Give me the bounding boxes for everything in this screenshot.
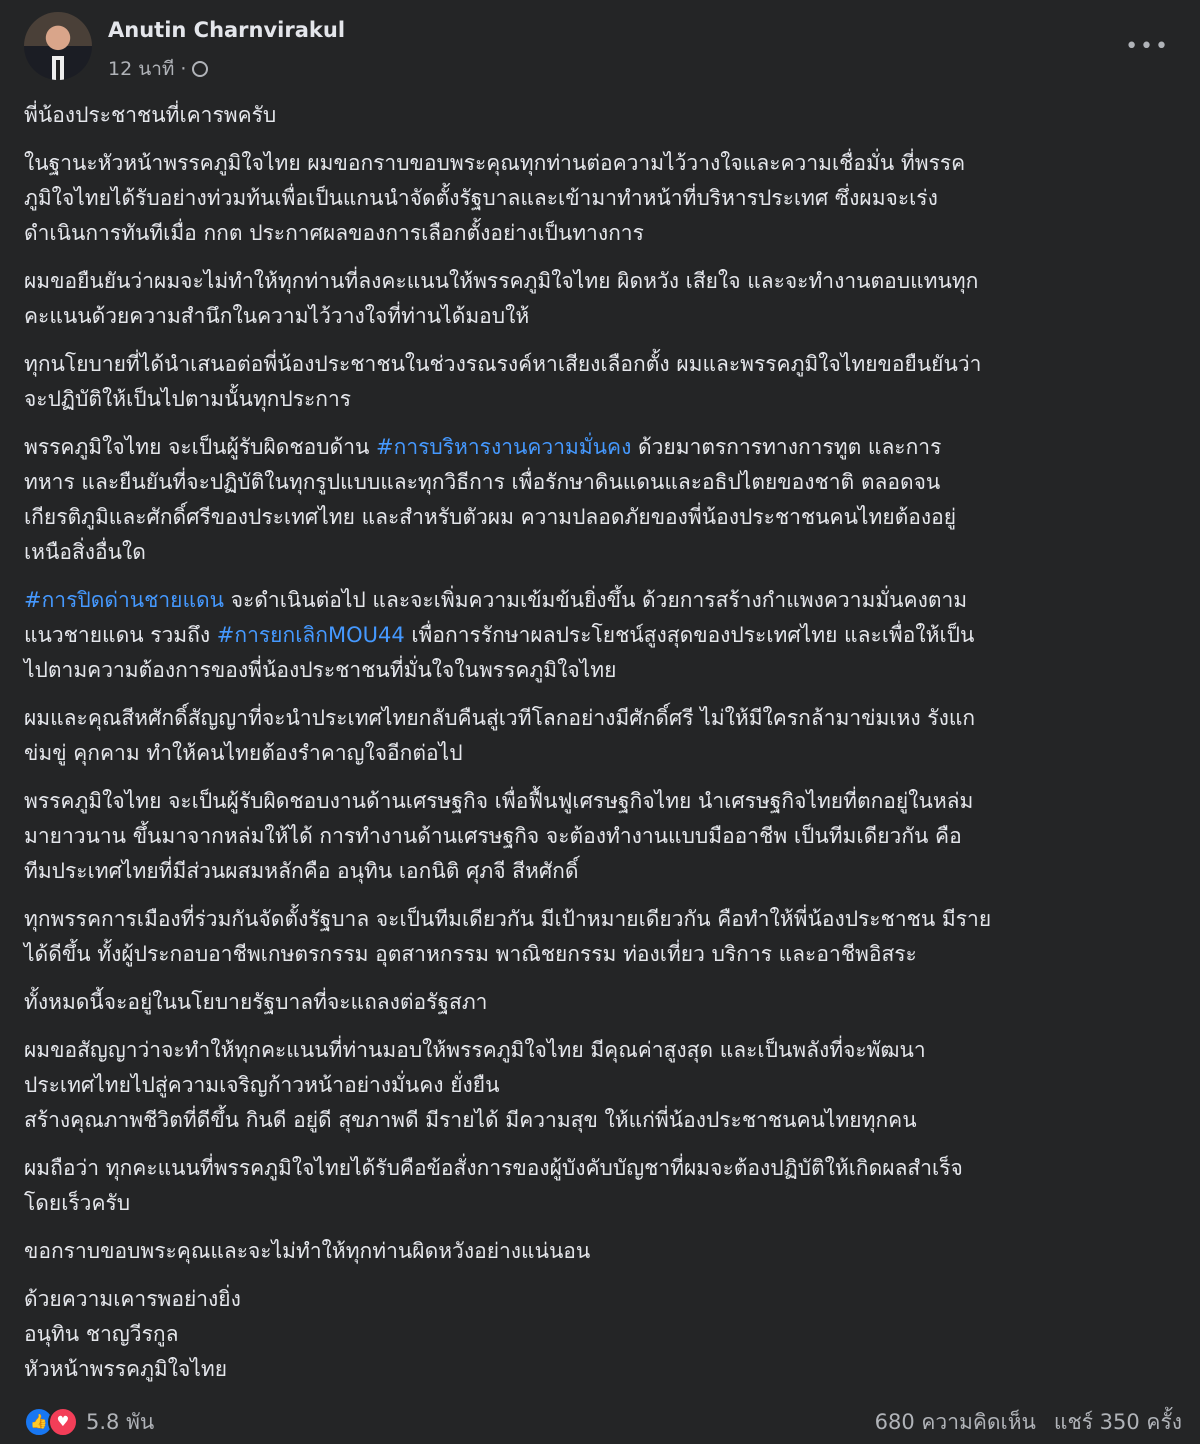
text-line — [24, 216, 1184, 251]
post-paragraph — [24, 985, 1184, 1020]
text-segment: โดยเร็วครับ — [24, 1191, 131, 1215]
text-line — [24, 1282, 1184, 1317]
post-paragraph — [24, 583, 1184, 688]
post-paragraph — [24, 264, 1184, 334]
text-line — [24, 653, 1184, 688]
text-segment: แนวชายแดน รวมถึง — [24, 623, 217, 647]
text-line — [24, 500, 1184, 535]
globe-icon — [192, 61, 208, 77]
text-segment: พรรคภูมิใจไทย จะเป็นผู้รับผิดชอบงานด้านเศรษฐกิจ เพื่อฟื้นฟูเศรษฐกิจไทย นำเศรษฐกิจไทยที่ตกอยู่ในหล่ม — [24, 789, 974, 813]
text-segment: ในฐานะหัวหน้าพรรคภูมิใจไทย ผมขอกราบขอบพระคุณทุกท่านต่อความไว้วางใจและความเชื่อมั่น ที่พรรค — [24, 151, 966, 175]
text-line — [24, 1103, 1184, 1138]
text-segment: จะปฏิบัติให้เป็นไปตามนั้นทุกประการ — [24, 387, 352, 411]
text-line — [24, 784, 1184, 819]
thumbs-up-icon: 👍 — [24, 1407, 54, 1437]
text-line — [24, 465, 1184, 500]
text-line — [24, 1068, 1184, 1103]
text-segment: ไปตามความต้องการของพี่น้องประชาชนที่มั่นใจในพรรคภูมิใจไทย — [24, 658, 617, 682]
post-paragraph — [24, 784, 1184, 889]
reactions-summary[interactable] — [24, 1406, 154, 1439]
text-line — [24, 902, 1184, 937]
comment-count[interactable]: 680 ความคิดเห็น — [874, 1409, 1036, 1434]
text-line — [24, 1151, 1184, 1186]
text-line — [24, 535, 1184, 570]
post-body — [24, 98, 1184, 1400]
text-segment: ผมขอยืนยันว่าผมจะไม่ทำให้ทุกท่านที่ลงคะแนนให้พรรคภูมิใจไทย ผิดหวัง เสียใจ และจะทำงานตอบแทนทุก — [24, 269, 979, 293]
post-paragraph — [24, 701, 1184, 771]
hashtag-link[interactable]: #การปิดด่านชายแดน — [24, 588, 225, 612]
text-segment: พรรคภูมิใจไทย จะเป็นผู้รับผิดชอบด้าน — [24, 435, 377, 459]
text-segment: ด้วยความเคารพอย่างยิ่ง — [24, 1287, 241, 1311]
text-segment: เพื่อการรักษาผลประโยชน์สูงสุดของประเทศไทย และเพื่อให้เป็น — [404, 623, 975, 647]
post-footer — [24, 1404, 1182, 1440]
text-line — [24, 1033, 1184, 1068]
text-segment: ทีมประเทศไทยที่มีส่วนผสมหลักคือ อนุทิน เอกนิติ ศุภจี สีหศักดิ์ — [24, 859, 579, 883]
text-line — [24, 98, 1184, 133]
text-segment: ด้วยมาตรการทางการทูต และการ — [631, 435, 942, 459]
text-line — [24, 264, 1184, 299]
text-line — [24, 701, 1184, 736]
text-line — [24, 1186, 1184, 1221]
text-segment: ทุกพรรคการเมืองที่ร่วมกันจัดตั้งรัฐบาล จะเป็นทีมเดียวกัน มีเป้าหมายเดียวกัน คือทำให้พี่น้องประชาชน มีราย — [24, 907, 992, 931]
text-line — [24, 382, 1184, 417]
text-segment: คะแนนด้วยความสำนึกในความไว้วางใจที่ท่านได้มอบให้ — [24, 304, 530, 328]
post-paragraph — [24, 347, 1184, 417]
post-paragraph — [24, 902, 1184, 972]
post-header — [24, 12, 1184, 84]
text-segment: เกียรติภูมิและศักดิ์ศรีของประเทศไทย และสำหรับตัวผม ความปลอดภัยของพี่น้องประชาชนคนไทยต้องอยู่ — [24, 505, 957, 529]
text-segment: ดำเนินการทันทีเมื่อ กกต ประกาศผลของการเลือกตั้งอย่างเป็นทางการ — [24, 221, 644, 245]
text-line — [24, 1352, 1184, 1387]
text-segment: ทั้งหมดนี้จะอยู่ในนโยบายรัฐบาลที่จะแถลงต่อรัฐสภา — [24, 990, 488, 1014]
text-line — [24, 347, 1184, 382]
text-segment: ผมถือว่า ทุกคะแนนที่พรรคภูมิใจไทยได้รับคือข้อสั่งการของผู้บังคับบัญชาที่ผมจะต้องปฏิบัติให้เกิดผลสำเร็จ — [24, 1156, 963, 1180]
hashtag-link[interactable]: #การบริหารงานความมั่นคง — [376, 435, 632, 459]
avatar[interactable] — [24, 12, 92, 80]
text-segment: จะดำเนินต่อไป และจะเพิ่มความเข้มข้นยิ่งขึ้น ด้วยการสร้างกำแพงความมั่นคงตาม — [224, 588, 968, 612]
post-paragraph — [24, 98, 1184, 133]
post-paragraph — [24, 1234, 1184, 1269]
text-segment: ประเทศไทยไปสู่ความเจริญก้าวหน้าอย่างมั่นคง ยั่งยืน — [24, 1073, 500, 1097]
heart-icon: ♥ — [48, 1407, 78, 1437]
text-segment: ได้ดีขึ้น ทั้งผู้ประกอบอาชีพเกษตรกรรม อุตสาหกรรม พาณิชยกรรม ท่องเที่ยว บริการ และอาชีพอิสระ — [24, 942, 917, 966]
text-segment: ทุกนโยบายที่ได้นำเสนอต่อพี่น้องประชาชนในช่วงรณรงค์หาเสียงเลือกตั้ง ผมและพรรคภูมิใจไทยขอยืนยันว่า — [24, 352, 982, 376]
text-segment: ผมและคุณสีหศักดิ์สัญญาที่จะนำประเทศไทยกลับคืนสู่เวทีโลกอย่างมีศักดิ์ศรี ไม่ให้มีใครกล้ามาข่มเหง รังแก — [24, 706, 976, 730]
text-line — [24, 618, 1184, 653]
text-segment: ทหาร และยืนยันที่จะปฏิบัติในทุกรูปแบบและทุกวิธีการ เพื่อรักษาดินแดนและอธิปไตยของชาติ ตลอดจน — [24, 470, 941, 494]
text-segment: ขอกราบขอบพระคุณและจะไม่ทำให้ทุกท่านผิดหวังอย่างแน่นอน — [24, 1239, 591, 1263]
reaction-count: 5.8 พัน — [86, 1409, 155, 1434]
hashtag-link[interactable]: #การยกเลิกMOU44 — [216, 623, 405, 647]
text-segment: ภูมิใจไทยได้รับอย่างท่วมท้นเพื่อเป็นแกนนำจัดตั้งรัฐบาลและเข้ามาทำหน้าที่บริหารประเทศ ซึ่งผมจะเร่ง — [24, 186, 938, 210]
text-segment: มายาวนาน ขึ้นมาจากหล่มให้ได้ การทำงานด้านเศรษฐกิจ จะต้องทำงานแบบมืออาชีพ เป็นทีมเดียวกัน คือ — [24, 824, 962, 848]
post-paragraph — [24, 1033, 1184, 1138]
share-count[interactable]: แชร์ 350 ครั้ง — [1053, 1409, 1182, 1434]
post-paragraph — [24, 1282, 1184, 1387]
text-line — [24, 854, 1184, 889]
post-paragraph — [24, 430, 1184, 570]
text-line — [24, 736, 1184, 771]
text-segment: อนุทิน ชาญวีรกูล — [24, 1322, 179, 1346]
post-time[interactable]: 12 นาที — [108, 58, 175, 80]
meta-separator: · — [180, 58, 187, 80]
text-line — [24, 985, 1184, 1020]
author-name[interactable]: Anutin Charnvirakul — [108, 18, 346, 42]
text-line — [24, 1317, 1184, 1352]
text-line — [24, 181, 1184, 216]
post-meta — [108, 54, 208, 84]
text-line — [24, 819, 1184, 854]
text-line — [24, 430, 1184, 465]
text-line — [24, 583, 1184, 618]
text-segment: เหนือสิ่งอื่นใด — [24, 540, 146, 564]
text-line — [24, 146, 1184, 181]
text-segment: หัวหน้าพรรคภูมิใจไทย — [24, 1357, 228, 1381]
more-options-button[interactable]: ••• — [1125, 34, 1170, 59]
post-paragraph — [24, 146, 1184, 251]
text-line — [24, 937, 1184, 972]
text-line — [24, 1234, 1184, 1269]
text-segment: พี่น้องประชาชนที่เคารพครับ — [24, 103, 277, 127]
text-line — [24, 299, 1184, 334]
text-segment: ข่มขู่ คุกคาม ทำให้คนไทยต้องรำคาญใจอีกต่อไป — [24, 741, 463, 765]
text-segment: สร้างคุณภาพชีวิตที่ดีขึ้น กินดี อยู่ดี สุขภาพดี มีรายได้ มีความสุข ให้แก่พี่น้องประชาชนคนไทยทุกคน — [24, 1108, 917, 1132]
post-paragraph — [24, 1151, 1184, 1221]
text-segment: ผมขอสัญญาว่าจะทำให้ทุกคะแนนที่ท่านมอบให้พรรคภูมิใจไทย มีคุณค่าสูงสุด และเป็นพลังที่จะพัฒนา — [24, 1038, 926, 1062]
